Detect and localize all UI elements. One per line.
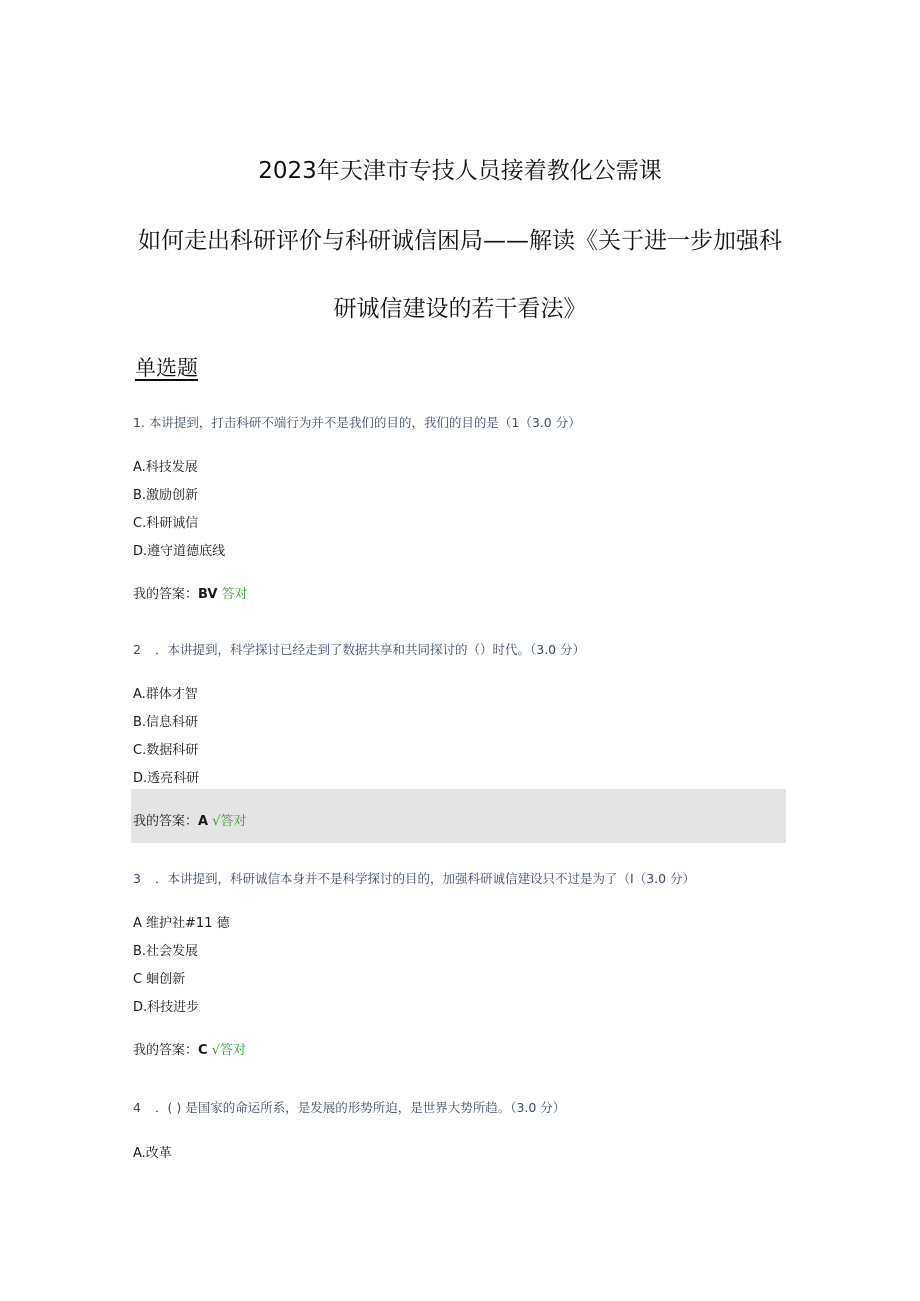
answer-line — [133, 583, 248, 602]
option-item: D.遵守道德底线 — [133, 544, 226, 559]
section-heading: 单选题 — [135, 356, 198, 380]
question-2 — [133, 640, 585, 658]
question-number: 3 — [133, 871, 141, 886]
question-text: ．本讲提到，科研诚信本身并不是科学探讨的目的，加强科研诚信建设只不过是为了（I（3.0 分） — [155, 871, 696, 886]
option-item: B.信息科研 — [133, 715, 199, 730]
option-item: A.群体才智 — [133, 687, 198, 702]
option-item: A.科技发展 — [133, 460, 198, 475]
question-text: ．本讲提到，科学探讨已经走到了数据共享和共同探讨的（）时代。（3.0 分） — [155, 642, 586, 657]
doc-title-line-1: 2023年天津市专技人员接着教化公需课 — [258, 158, 662, 184]
answer-result: √答对 — [208, 814, 247, 829]
option-item: B.社会发展 — [133, 944, 199, 959]
answer-prefix: 我的答案： — [133, 814, 199, 829]
answer-letter: A — [198, 814, 209, 829]
question-4 — [133, 1098, 565, 1116]
answer-result: √答对 — [207, 1043, 246, 1058]
question-text: . 本讲提到，打击科研不端行为并不是我们的目的，我们的目的是（1（3.0 分） — [140, 415, 581, 430]
question-3 — [133, 869, 695, 887]
answer-letter: C — [198, 1043, 208, 1058]
answer-prefix: 我的答案： — [133, 587, 199, 602]
option-item: C.科研诚信 — [133, 516, 199, 531]
option-item: A 维护社#11 德 — [133, 916, 230, 931]
question-1 — [133, 413, 581, 431]
option-item: C.数据科研 — [133, 743, 199, 758]
answer-line — [133, 810, 247, 829]
option-item: D.透亮科研 — [133, 771, 200, 786]
answer-line — [133, 1039, 246, 1058]
answer-prefix: 我的答案： — [133, 1043, 199, 1058]
question-text: ．( ) 是国家的命运所系，是发展的形势所迫，是世界大势所趋。（3.0 分） — [155, 1100, 566, 1115]
answer-letter: BV — [198, 587, 218, 602]
answer-result: 答对 — [217, 587, 248, 602]
option-item: A.改革 — [133, 1146, 172, 1161]
option-item: D.科技进步 — [133, 1000, 200, 1015]
option-item: B.激励创新 — [133, 488, 199, 503]
doc-title-line-3: 研诚信建设的若干看法》 — [333, 296, 587, 322]
option-item: C 蛔创新 — [133, 972, 186, 987]
doc-title-line-2: 如何走出科研评价与科研诚信困局——解读《关于进一步加强科 — [138, 228, 782, 254]
question-number: 1 — [133, 415, 141, 430]
question-number: 2 — [133, 642, 141, 657]
question-number: 4 — [133, 1100, 141, 1115]
